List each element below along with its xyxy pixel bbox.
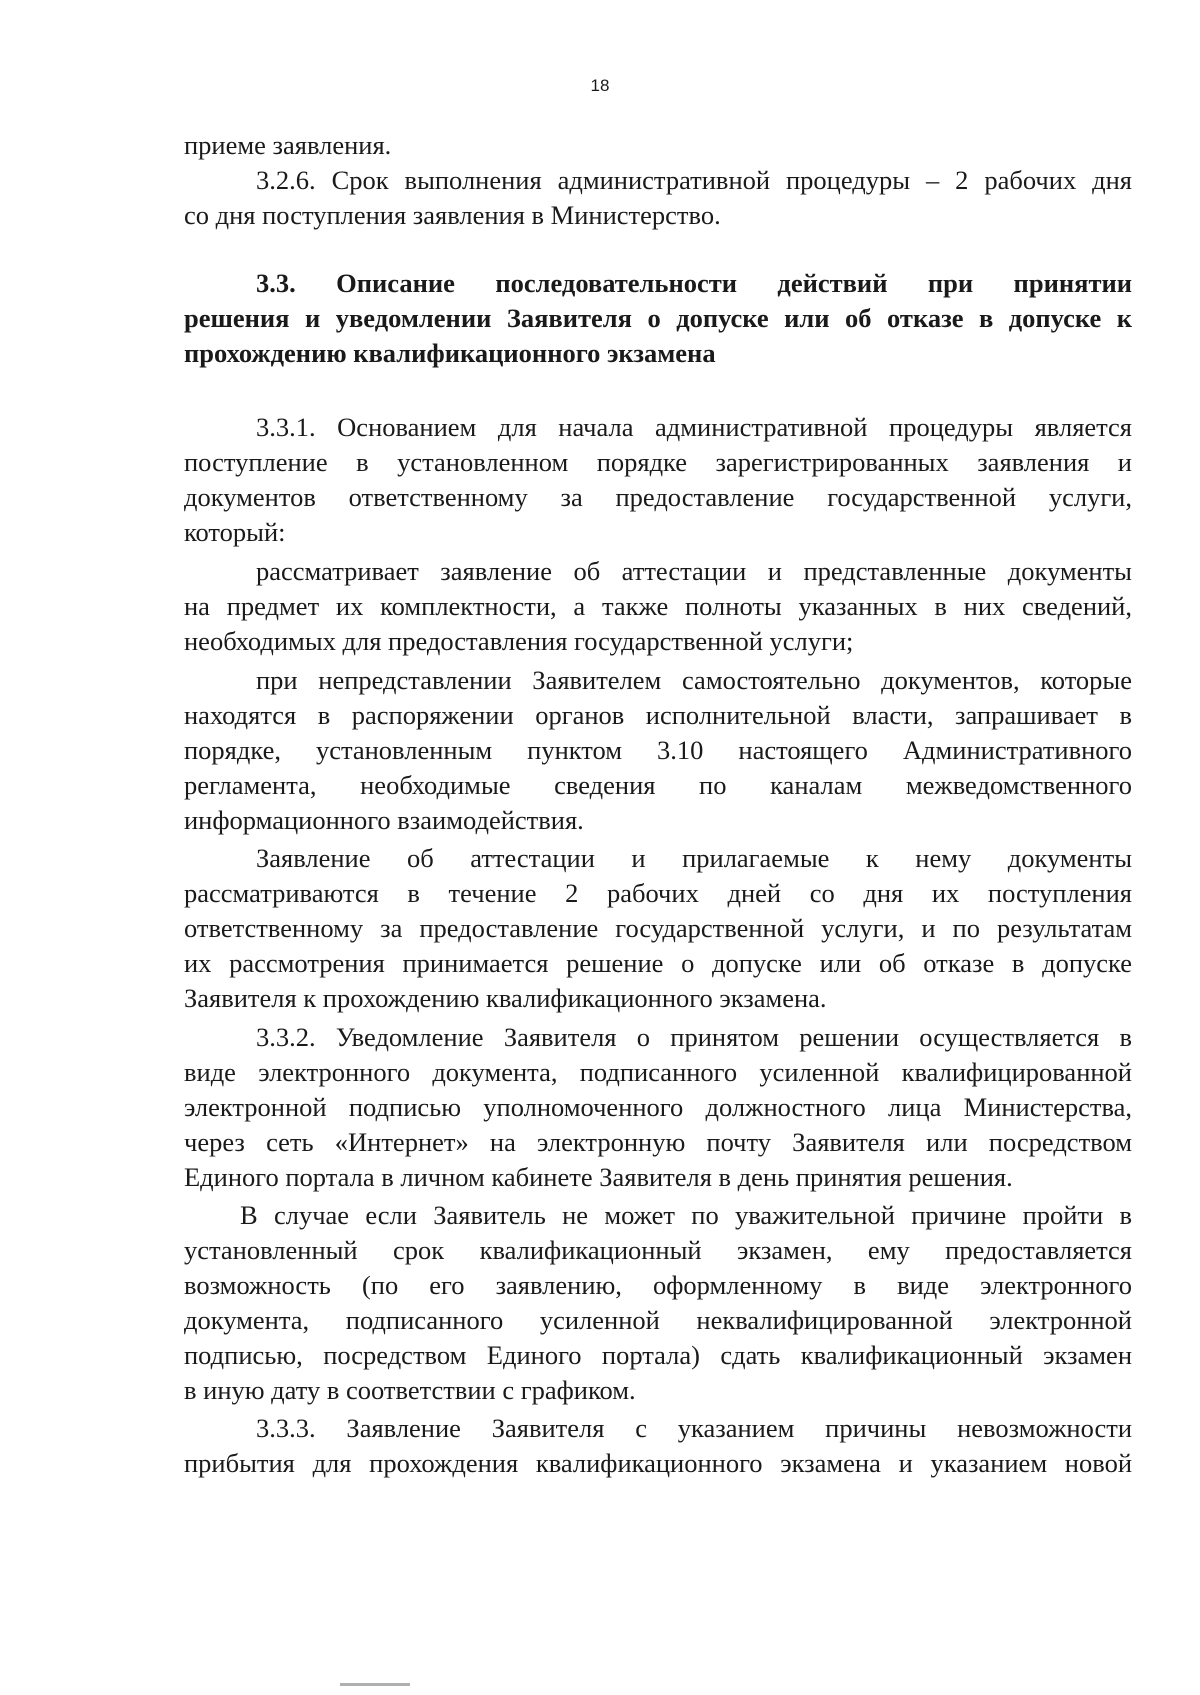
text-line: электронной подписью уполномоченного должностного лица Министерства, xyxy=(184,1092,1132,1122)
text-line: Единого портала в личном кабинете Заявителя в день принятия решения. xyxy=(184,1162,1013,1192)
text-line: Заявление об аттестации и прилагаемые к нему документы xyxy=(256,843,1132,873)
text-line: В случае если Заявитель не может по уважительной причине пройти в xyxy=(240,1200,1132,1230)
text-line: необходимых для предоставления государственной услуги; xyxy=(184,626,854,656)
text-line: находятся в распоряжении органов исполнительной власти, запрашивает в xyxy=(184,700,1132,730)
text-line: информационного взаимодействия. xyxy=(184,805,584,835)
text-line: ответственному за предоставление государственной услуги, и по результатам xyxy=(184,913,1132,943)
section-heading: решения и уведомлении Заявителя о допуске или об отказе в допуске к xyxy=(184,303,1132,333)
text-line: возможность (по его заявлению, оформленному в виде электронного xyxy=(184,1270,1132,1300)
text-line: на предмет их комплектности, а также полноты указанных в них сведений, xyxy=(184,591,1132,621)
section-heading: прохождению квалификационного экзамена xyxy=(184,338,716,368)
text-line: 3.2.6. Срок выполнения административной процедуры – 2 рабочих дня xyxy=(256,165,1132,195)
text-line: который: xyxy=(184,517,286,547)
text-line: при непредставлении Заявителем самостоятельно документов, которые xyxy=(256,665,1132,695)
text-line: через сеть «Интернет» на электронную почту Заявителя или посредством xyxy=(184,1127,1132,1157)
scan-mark xyxy=(340,1683,410,1686)
text-line: рассматриваются в течение 2 рабочих дней со дня их поступления xyxy=(184,878,1132,908)
text-line: прибытия для прохождения квалификационного экзамена и указанием новой xyxy=(184,1448,1132,1478)
page-number: 18 xyxy=(590,76,610,95)
text-line: виде электронного документа, подписанного усиленной квалифицированной xyxy=(184,1057,1132,1087)
text-line: документа, подписанного усиленной неквалифицированной электронной xyxy=(184,1305,1132,1335)
text-line: Заявителя к прохождению квалификационного экзамена. xyxy=(184,983,827,1013)
text-line: их рассмотрения принимается решение о допуске или об отказе в допуске xyxy=(184,948,1132,978)
text-line: документов ответственному за предоставление государственной услуги, xyxy=(184,482,1132,512)
text-line: приеме заявления. xyxy=(184,130,392,160)
text-line: порядке, установленным пунктом 3.10 настоящего Административного xyxy=(184,735,1132,765)
text-line: 3.3.2. Уведомление Заявителя о принятом решении осуществляется в xyxy=(256,1022,1132,1052)
text-line: 3.3.1. Основанием для начала административной процедуры является xyxy=(256,412,1132,442)
text-line: поступление в установленном порядке зарегистрированных заявления и xyxy=(184,447,1132,477)
text-line: регламента, необходимые сведения по каналам межведомственного xyxy=(184,770,1132,800)
text-line: подписью, посредством Единого портала) сдать квалификационный экзамен xyxy=(184,1340,1132,1370)
text-line: 3.3.3. Заявление Заявителя с указанием причины невозможности xyxy=(256,1413,1132,1443)
section-heading: 3.3. Описание последовательности действий при принятии xyxy=(256,268,1132,298)
text-line: в иную дату в соответствии с графиком. xyxy=(184,1375,636,1405)
text-line: со дня поступления заявления в Министерство. xyxy=(184,200,721,230)
text-line: установленный срок квалификационный экзамен, ему предоставляется xyxy=(184,1235,1132,1265)
text-line: рассматривает заявление об аттестации и представленные документы xyxy=(256,556,1132,586)
